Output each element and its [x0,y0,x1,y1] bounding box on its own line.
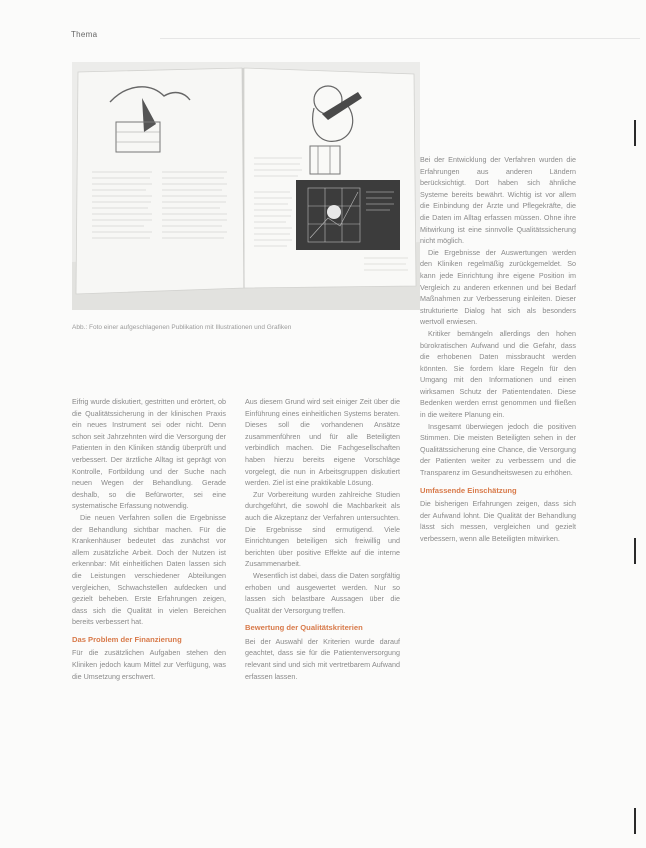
paragraph: Für die zusätzlichen Aufgaben stehen den Kliniken jedoch kaum Mittel zur Verfügung, was die Umsetzung erschwert. [72,648,226,681]
paragraph: Die Ergebnisse der Auswertungen werden den Kliniken regelmäßig zurückgemeldet. So kann jede Einrichtung ihre eigene Position im Vergleich zu anderen erkennen und bei Bedarf Maßnahmen zur Verbesserung einleiten. Dieser strukturierte Dialog hat sich als besonders wertvoll erwiesen. [420,247,576,327]
text-column-2 [245,396,400,836]
paragraph: Bei der Auswahl der Kriterien wurde darauf geachtet, dass sie für die Patientenversorgung relevant sind und sich mit vertretbarem Aufwand erfassen lassen. [245,636,400,681]
paragraph: Aus diesem Grund wird seit einiger Zeit über die Einführung eines einheitlichen Systems beraten. Dieses soll die vorhandenen Ansätze zusammenführen und für alle Beteiligten verbindlich machen. Die Fachgesellschaften haben hierzu bereits eigene Vorschläge vorgelegt, die nun in Arbeitsgruppen diskutiert werden. Ziel ist eine praktikable Lösung. [245,397,400,488]
margin-marker [634,808,636,834]
paragraph: Wesentlich ist dabei, dass die Daten sorgfältig erhoben und ausgewertet werden. Nur so lassen sich belastbare Aussagen über die Qualität der Versorgung treffen. [245,570,400,615]
section-label: Thema [71,30,98,39]
section-heading: Umfassende Einschätzung [420,485,517,495]
publication-photo [72,62,420,310]
section-heading: Das Problem der Finanzierung [72,634,182,644]
section-heading: Bewertung der Qualitätskriterien [245,623,363,633]
paragraph: Bei der Entwicklung der Verfahren wurden die Erfahrungen aus anderen Ländern berücksichtigt. Dort haben sich ähnliche Systeme bereits bewährt. Wichtig ist vor allem die Einbindung der Ärzte und Pflegekräfte, die die Daten im Alltag erfassen müssen. Ohne ihre Mitwirkung ist eine sinnvolle Qualitätssicherung nicht möglich. [420,155,576,246]
photo-caption: Abb.: Foto einer aufgeschlagenen Publikation mit Illustrationen und Grafiken [72,324,292,331]
margin-marker [634,120,636,146]
paragraph: Insgesamt überwiegen jedoch die positiven Stimmen. Die meisten Beteiligten sehen in der Qualitätssicherung eine Chance, die Versorgung der Patienten weiter zu verbessern und die Transparenz im Gesundheitswesen zu erhöhen. [420,421,576,478]
paragraph: Die bisherigen Erfahrungen zeigen, dass sich der Aufwand lohnt. Die Qualität der Behandlung lässt sich messen, vergleichen und gezielt verbessern, wenn alle Beteiligten mitwirken. [420,499,576,543]
paragraph: Zur Vorbereitung wurden zahlreiche Studien durchgeführt, die sowohl die Machbarkeit als auch die Akzeptanz der Verfahren untersuchten. Die Ergebnisse sind ermutigend. Viele Einrichtungen beteiligen sich freiwillig und berichten über positive Effekte auf die interne Zusammenarbeit. [245,489,400,569]
paragraph: Eifrig wurde diskutiert, gestritten und erörtert, ob die Qualitätssicherung in der klinischen Praxis ein neues Instrument sei oder nicht. Denn schon seit Jahrzehnten wird die Versorgung der Patienten in den Kliniken ständig überprüft und verbessert. Der ärztliche Alltag ist geprägt von Kontrolle, Fortbildung und der Suche nach neuen Wegen der Behandlung. Gerade deshalb, so die Befürworter, sei eine systematische Erfassung notwendig. [72,397,226,511]
paragraph: Kritiker bemängeln allerdings den hohen bürokratischen Aufwand und die Gefahr, dass die erhobenen Daten missbraucht werden könnten. Sie fordern klare Regeln für den Umgang mit den Informationen und einen wirksamen Schutz der Patientendaten. Diese Bedenken werden ernst genommen und fließen in die weitere Planung ein. [420,328,576,420]
paragraph: Die neuen Verfahren sollen die Ergebnisse der Behandlung sichtbar machen. Für die Krankenhäuser bedeutet das zunächst vor allem zusätzliche Arbeit. Doch der Nutzen ist erkennbar: Mit einheitlichen Daten lassen sich die Leistungen verschiedener Abteilungen vergleichen, Schwachstellen aufdecken und gezielt beheben. Erste Erfahrungen zeigen, dass sich die Qualität in vielen Bereichen bereits verbessert hat. [72,512,226,627]
margin-marker [634,538,636,564]
text-column-3 [420,154,576,836]
header-rule [160,38,640,39]
open-book-illustration [72,62,420,310]
text-column-1 [72,396,226,836]
